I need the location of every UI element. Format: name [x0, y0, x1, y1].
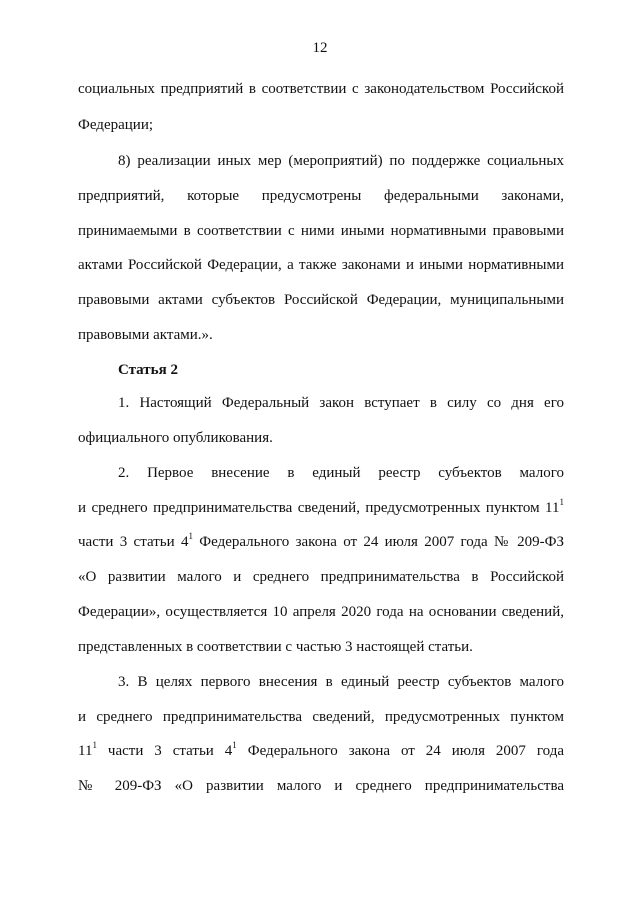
text-line: социальных предприятий в соответствии с законодательством Российской: [78, 81, 564, 97]
superscript: 1: [92, 740, 97, 750]
text-line: и среднего предпринимательства сведений, предусмотренных пунктом: [78, 709, 564, 725]
text-line: «О развитии малого и среднего предпринимательства в Российской: [78, 569, 564, 585]
superscript: 1: [188, 531, 193, 541]
text-line: представленных в соответствии с частью 3 настоящей статьи.: [78, 639, 473, 655]
superscript: 1: [559, 497, 564, 507]
text-line: Федерации», осуществляется 10 апреля 2020 года на основании сведений,: [78, 604, 564, 620]
superscript: 1: [232, 740, 237, 750]
text-line: 8) реализации иных мер (мероприятий) по поддержке социальных: [118, 153, 564, 169]
text-line: правовыми актами.».: [78, 327, 213, 343]
text-line: правовыми актами субъектов Российской Федерации, муниципальными: [78, 292, 564, 308]
text-line: 2. Первое внесение в единый реестр субъектов малого: [118, 465, 564, 481]
page-number: 12: [312, 40, 328, 56]
text-line: официального опубликования.: [78, 430, 273, 446]
article-heading: Статья 2: [118, 362, 178, 378]
text-line: 1. Настоящий Федеральный закон вступает в силу со дня его: [118, 395, 564, 411]
text-line: и среднего предпринимательства сведений, предусмотренных пунктом $11^1$: [78, 497, 564, 516]
text-line: актами Российской Федерации, а также законами и иными нормативными: [78, 257, 564, 273]
text-line: $11^1$ части 3 статьи $4^1$ Федерального закона от 24 июля 2007 года: [78, 740, 565, 759]
text-line: 3. В целях первого внесения в единый реестр субъектов малого: [118, 674, 564, 690]
text-line: части 3 статьи $4^1$ Федерального закона от 24 июля 2007 года № 209-ФЗ: [78, 531, 564, 550]
text-line: Федерации;: [78, 117, 154, 133]
text-line: предприятий, которые предусмотрены федеральными законами,: [78, 188, 564, 204]
text-line: № 209-ФЗ «О развитии малого и среднего предпринимательства: [78, 778, 564, 794]
text-line: принимаемыми в соответствии с ними иными нормативными правовыми: [78, 223, 564, 239]
